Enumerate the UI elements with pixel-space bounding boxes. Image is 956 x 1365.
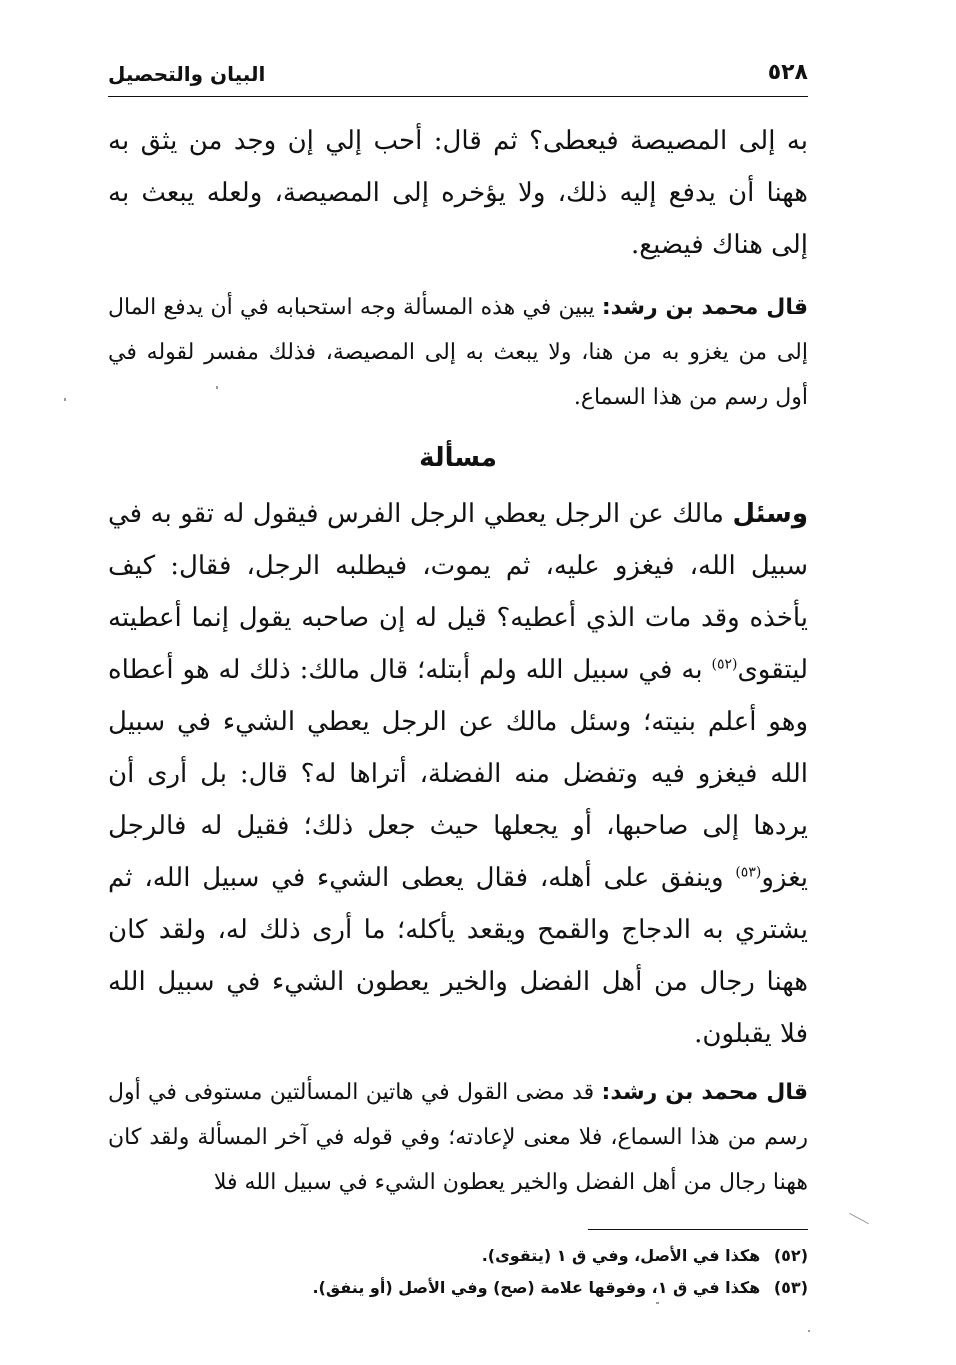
- footnote-53: [108, 1272, 808, 1304]
- scan-speck: [656, 1302, 659, 1304]
- footnote-ref-52: (٥٢): [711, 656, 738, 673]
- running-header: [108, 56, 808, 97]
- question-text-part-2: به في سبيل الله ولم أبتله؛ قال مالك: ذلك له هو أعطاه وهو أعلم بنيته؛ وسئل مالك عن الرجل يعطي الشيء في سبيل الله فيغزو فيه وتفضل منه الفضلة، أتراها له؟ قال: بل أرى أن يردها إلى صاحبها، أو يجعلها حيث جعل ذلك؛ فقيل له فالرجل يغزو: [108, 655, 808, 893]
- commentary-speaker: قال محمد بن رشد:: [601, 1080, 809, 1105]
- question-text-part-3: وينفق على أهله، فقال يعطى الشيء في سبيل الله، ثم يشتري به الدجاج والقمح ويقعد يأكله؛ ما أرى ذلك له، ولقد كان ههنا رجال من أهل الفضل والخير يعطون الشيء في سبيل الله فلا يقبلون.: [108, 863, 808, 1049]
- footnotes: [108, 1240, 808, 1304]
- scan-speck: [216, 386, 218, 389]
- scan-speck: [64, 398, 66, 401]
- question-text-part-1: مالك عن الرجل يعطي الرجل الفرس فيقول له تقو به في سبيل الله، فيغزو عليه، ثم يموت، فيطلبه الرجل، فقال: كيف يأخذه وقد مات الذي أعطيه؟ قيل له إن صاحبه يقول إنما أعطيته ليتقوى: [108, 499, 809, 685]
- footnote-text: هكذا في ق ١، وفوقها علامة (صح) وفي الأصل (أو ينفق).: [312, 1278, 761, 1297]
- book-title: البيان والتحصيل: [108, 62, 266, 86]
- commentary-text: يبين في هذه المسألة وجه استحبابه في أن يدفع المال إلى من يغزو به من هنا، ولا يبعث به إلى المصيصة، فذلك مفسر لقوله في أول رسم من هذا السماع.: [108, 295, 808, 410]
- footnote-ref-53: (٥٣): [735, 864, 762, 881]
- commentary-text: قد مضى القول في هاتين المسألتين مستوفى في أول رسم من هذا السماع، فلا معنى لإعادته؛ وفي قوله في آخر المسألة ولقد كان ههنا رجال من أهل الفضل والخير يعطون الشيء في سبيل الله فلا: [108, 1080, 808, 1195]
- footnote-number: (٥٢): [773, 1246, 808, 1265]
- commentary-paragraph-1: [108, 285, 808, 420]
- section-heading: مسألة: [419, 443, 497, 473]
- book-page: [108, 56, 808, 1304]
- question-paragraph: [108, 488, 808, 1060]
- footnote-text: هكذا في الأصل، وفي ق ١ (يتقوى).: [481, 1246, 761, 1265]
- footnote-52: [108, 1240, 808, 1272]
- commentary-paragraph-2: [108, 1070, 808, 1205]
- page-number: ٥٢٨: [767, 60, 808, 85]
- footnote-divider: [588, 1229, 808, 1230]
- question-lead-word: وسئل: [732, 499, 809, 529]
- paragraph-continuation: به إلى المصيصة فيعطى؟ ثم قال: أحب إلي إن وجد من يثق به ههنا أن يدفع إليه ذلك، ولا يؤخره إلى المصيصة، ولعله يبعث به إلى هناك فيضيع.: [108, 126, 808, 260]
- scan-streak: [849, 1213, 869, 1224]
- footnote-number: (٥٣): [773, 1278, 808, 1297]
- commentary-speaker: قال محمد بن رشد:: [601, 295, 809, 320]
- scan-speck: [808, 1330, 810, 1332]
